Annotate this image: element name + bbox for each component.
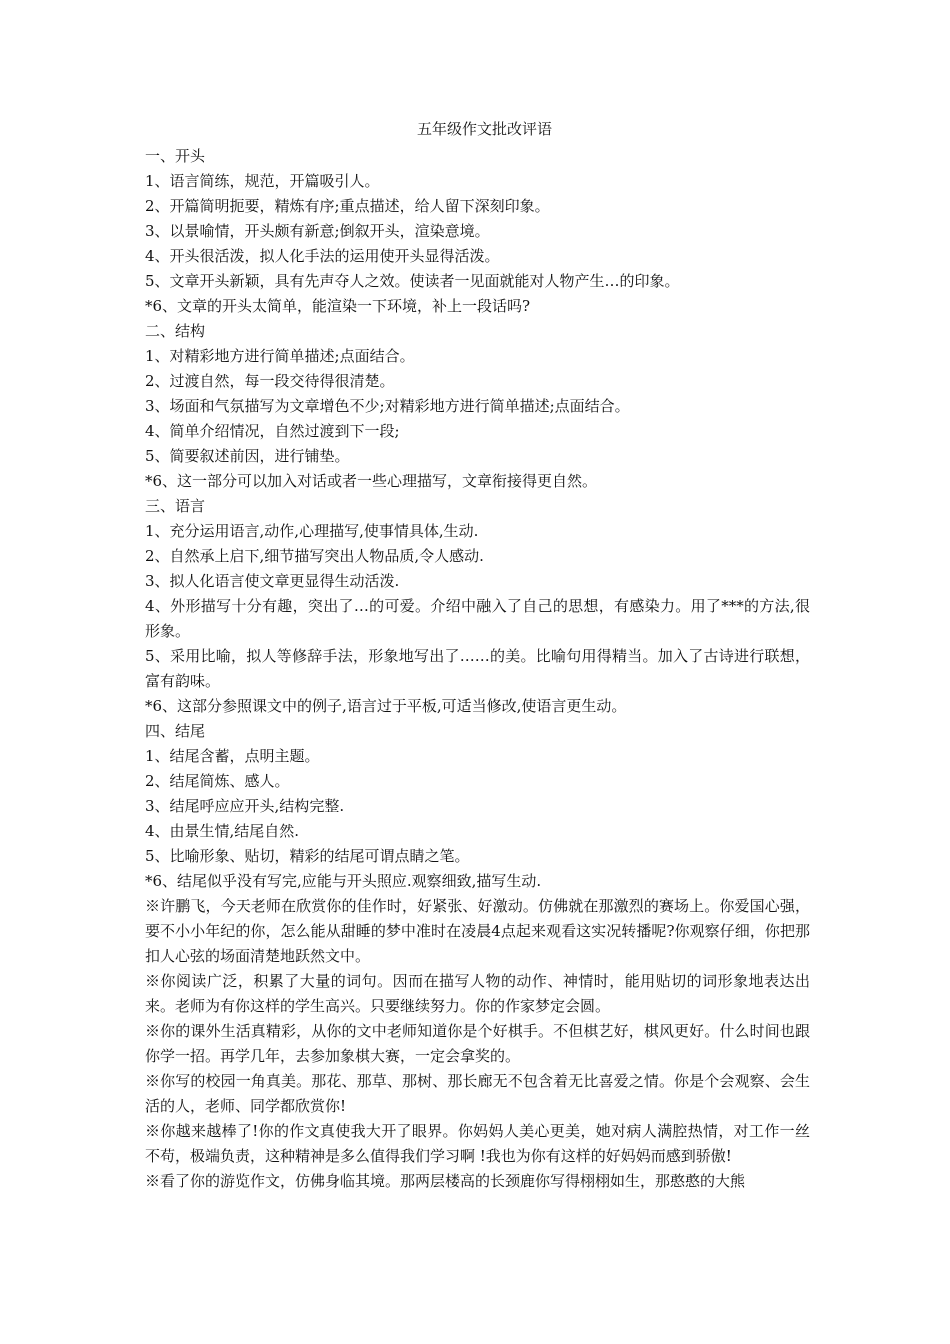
list-item: 2、过渡自然，每一段交待得很清楚。 — [145, 372, 395, 390]
list-item: 1、对精彩地方进行简单描述;点面结合。 — [145, 347, 415, 365]
list-item: 2、开篇简明扼要，精炼有序;重点描述，给人留下深刻印象。 — [145, 197, 550, 215]
section-heading-structure: 二、结构 — [145, 322, 206, 340]
list-item: 2、结尾简炼、感人。 — [145, 772, 290, 790]
list-item: 4、开头很活泼，拟人化手法的运用使开头显得活泼。 — [145, 247, 500, 265]
list-item: *6、结尾似乎没有写完,应能与开头照应.观察细致,描写生动. — [145, 872, 542, 890]
document-page — [145, 119, 810, 1194]
list-item: 2、自然承上启下,细节描写突出人物品质,令人感动. — [145, 547, 484, 565]
list-item: *6、这一部分可以加入对话或者一些心理描写，文章衔接得更自然。 — [145, 472, 598, 490]
comment-paragraph: ※看了你的游览作文，仿佛身临其境。那两层楼高的长颈鹿你写得栩栩如生，那憨憨的大熊 — [145, 1172, 746, 1190]
comment-paragraph: ※你越来越棒了!你的作文真使我大开了眼界。你妈妈人美心更美，她对病人满腔热情，对工作一丝不苟，极端负责，这种精神是多么值得我们学习啊 !我也为你有这样的好妈妈而感到骄傲! — [145, 1122, 810, 1165]
list-item: 5、简要叙述前因，进行铺垫。 — [145, 447, 350, 465]
section-heading-language: 三、语言 — [145, 497, 206, 515]
list-item: 1、语言简练，规范，开篇吸引人。 — [145, 172, 380, 190]
list-item: 3、拟人化语言使文章更显得生动活泼. — [145, 572, 400, 590]
list-item: *6、文章的开头太简单，能渲染一下环境，补上一段话吗? — [145, 297, 531, 315]
list-item: 4、由景生情,结尾自然. — [145, 822, 300, 840]
list-item: *6、这部分参照课文中的例子,语言过于平板,可适当修改,使语言更生动。 — [145, 697, 627, 715]
list-item: 4、外形描写十分有趣，突出了…的可爱。介绍中融入了自己的思想，有感染力。用了***的方法,很形象。 — [145, 597, 810, 640]
list-item: 3、以景喻情，开头颇有新意;倒叙开头，渲染意境。 — [145, 222, 490, 240]
comment-paragraph: ※许鹏飞，今天老师在欣赏你的佳作时，好紧张、好激动。仿佛就在那激烈的赛场上。你爱国心强，要不小小年纪的你，怎么能从甜睡的梦中准时在凌晨4点起来观看这实况转播呢?你观察仔细，你把那扣人心弦的场面清楚地跃然文中。 — [145, 897, 810, 965]
section-heading-ending: 四、结尾 — [145, 722, 206, 740]
list-item: 4、简单介绍情况，自然过渡到下一段; — [145, 422, 400, 440]
list-item: 1、充分运用语言,动作,心理描写,使事情具体,生动. — [145, 522, 479, 540]
list-item: 3、场面和气氛描写为文章增色不少;对精彩地方进行简单描述;点面结合。 — [145, 397, 630, 415]
comment-paragraph: ※你写的校园一角真美。那花、那草、那树、那长廊无不包含着无比喜爱之情。你是个会观察、会生活的人，老师、同学都欣赏你! — [145, 1072, 810, 1115]
comment-paragraph: ※你的课外生活真精彩，从你的文中老师知道你是个好棋手。不但棋艺好，棋风更好。什么时间也跟你学一招。再学几年，去参加象棋大赛，一定会拿奖的。 — [145, 1022, 810, 1065]
section-heading-opening: 一、开头 — [145, 147, 206, 165]
comment-paragraph: ※你阅读广泛，积累了大量的词句。因而在描写人物的动作、神情时，能用贴切的词形象地表达出来。老师为有你这样的学生高兴。只要继续努力。你的作家梦定会圆。 — [145, 972, 810, 1015]
list-item: 3、结尾呼应应开头,结构完整. — [145, 797, 345, 815]
document-title: 五年级作文批改评语 — [416, 120, 552, 138]
list-item: 5、采用比喻，拟人等修辞手法，形象地写出了……的美。比喻句用得精当。加入了古诗进行联想，富有韵味。 — [145, 647, 810, 690]
list-item: 5、文章开头新颖，具有先声夺人之效。使读者一见面就能对人物产生…的印象。 — [145, 272, 680, 290]
list-item: 1、结尾含蓄，点明主题。 — [145, 747, 320, 765]
list-item: 5、比喻形象、贴切，精彩的结尾可谓点睛之笔。 — [145, 847, 470, 865]
